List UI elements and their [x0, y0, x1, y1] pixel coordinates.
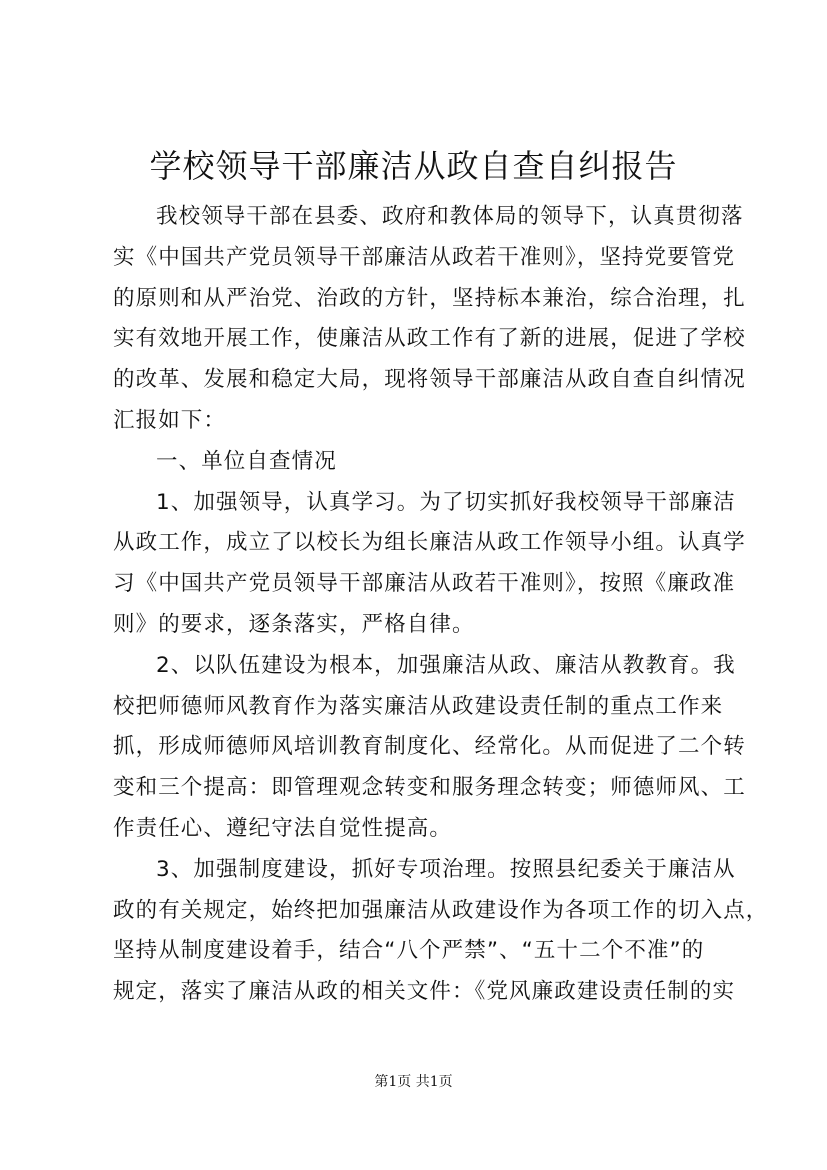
- document-body: [113, 197, 769, 1013]
- body-line: 作责任心、遵纪守法自觉性提高。: [113, 815, 453, 841]
- body-line: 1、加强领导，认真学习。为了切实抓好我校领导干部廉洁: [156, 489, 736, 515]
- body-line: 汇报如下：: [113, 407, 227, 433]
- body-line: 的原则和从严治党、治政的方针，坚持标本兼治，综合治理，扎: [113, 285, 746, 311]
- body-line: 2、以队伍建设为根本，加强廉洁从政、廉洁从教教育。我: [156, 652, 736, 678]
- section-heading: 一、单位自查情况: [156, 448, 337, 474]
- body-line: 规定，落实了廉洁从政的相关文件：《党风廉政建设责任制的实: [113, 979, 736, 1005]
- body-line: 3、加强制度建设，抓好专项治理。按照县纪委关于廉洁从: [156, 856, 736, 882]
- page-footer: 第1页 共1页: [374, 1074, 453, 1090]
- body-line: 习《中国共产党员领导干部廉洁从政若干准则》，按照《廉政准: [113, 571, 736, 597]
- body-line: 实《中国共产党员领导干部廉洁从政若干准则》，坚持党要管党: [113, 244, 736, 270]
- body-line: 则》的要求，逐条落实，严格自律。: [113, 611, 475, 637]
- body-line: 实有效地开展工作，使廉洁从政工作有了新的进展，促进了学校: [113, 326, 746, 352]
- document-title: 学校领导干部廉洁从政自查自纠报告: [149, 147, 678, 185]
- body-line: 变和三个提高：即管理观念转变和服务理念转变；师德师风、工: [113, 775, 746, 801]
- body-line: 抓，形成师德师风培训教育制度化、经常化。从而促进了二个转: [113, 734, 746, 760]
- body-line: 的改革、发展和稳定大局，现将领导干部廉洁从政自查自纠情况: [113, 367, 746, 393]
- body-line: 我校领导干部在县委、政府和教体局的领导下，认真贯彻落: [156, 204, 744, 229]
- body-line: 校把师德师风教育作为落实廉洁从政建设责任制的重点工作来: [113, 693, 724, 719]
- body-line: 政的有关规定，始终把加强廉洁从政建设作为各项工作的切入点，: [113, 897, 769, 923]
- body-line: 坚持从制度建设着手，结合“八个严禁”、“五十二个不准”的: [113, 938, 705, 964]
- body-line: 从政工作，成立了以校长为组长廉洁从政工作领导小组。认真学: [113, 530, 746, 556]
